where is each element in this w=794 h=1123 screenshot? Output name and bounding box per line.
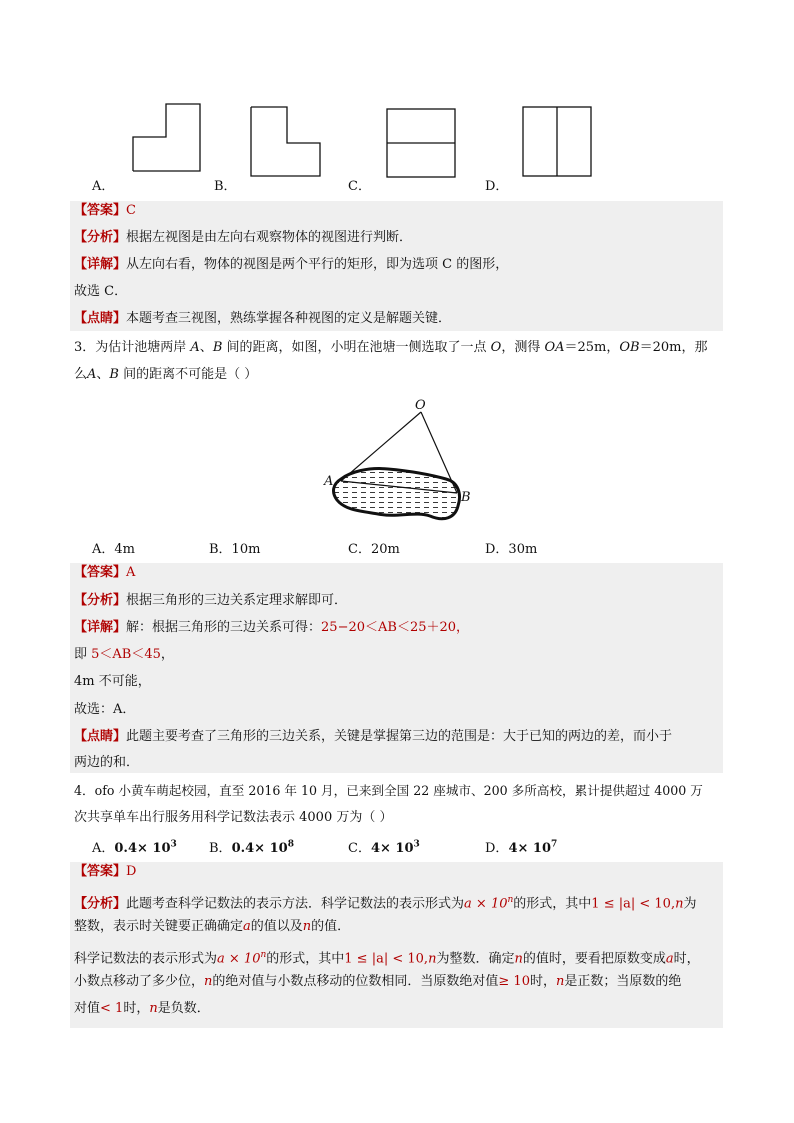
q3-option-c: C．20m — [348, 542, 400, 557]
q2-analysis: 【分析】根据左视图是由左向右观察物体的视图进行判断． — [74, 230, 413, 245]
option-c-label: C． — [348, 179, 371, 194]
option-b-label: B． — [214, 179, 237, 194]
q3-option-b: B．10m — [209, 542, 261, 557]
q4-option-d: D．$4\times 10^7$ — [485, 839, 558, 856]
q3-option-d: D．30m — [485, 542, 538, 557]
q3-point-line2: 两边的和． — [74, 755, 140, 770]
q4-option-a: A．$0.4\times 10^3$ — [92, 839, 177, 856]
q4-analysis-line4: 小数点移动了多少位，n的绝对值与小数点移动的位数相同．当原数绝对值≥ 10时，n是正数；当原数的绝 — [74, 974, 682, 989]
q2-answer: 【答案】C — [74, 203, 136, 218]
q2-detail-conclusion: 故选 C． — [74, 284, 128, 299]
q3-detail: 【详解】解：根据三角形的三边关系可得：25−20＜AB＜25＋20， — [74, 620, 470, 635]
pond-figure — [0, 0, 794, 560]
q4-analysis-line5: 对值< 1时，n是负数． — [74, 1001, 210, 1016]
point-b-label: B — [461, 490, 471, 505]
q4-analysis-line2: 整数，表示时关键要正确确定a的值以及n的值． — [74, 919, 351, 934]
q4-answer: 【答案】D — [74, 864, 137, 879]
q3-option-a: A．4m — [92, 542, 135, 557]
q4-analysis-line3: 科学记数法的表示形式为$a \times 10^n$的形式，其中1 ≤ |a| < 10,n为整数．确定n的值时，要看把原数变成a时， — [74, 950, 700, 967]
q3-detail-line2: 即 5＜AB＜45， — [74, 647, 174, 662]
q3-stem-line1: 3．为估计池塘两岸 A、B 间的距离，如图，小明在池塘一侧选取了一点 O，测得 OA＝25m，OB＝20m，那 — [74, 340, 708, 355]
q2-point: 【点睛】本题考查三视图，熟练掌握各种视图的定义是解题关键． — [74, 311, 452, 326]
q4-option-b: B．$0.4\times 10^8$ — [209, 839, 294, 856]
q4-analysis: 【分析】此题考查科学记数法的表示方法．科学记数法的表示形式为$a \times 10^n$的形式，其中1 ≤ |a| < 10,n为 — [74, 895, 697, 912]
q3-stem-line2: 么A、B 间的距离不可能是（ ） — [74, 367, 258, 382]
q2-detail: 【详解】从左向右看，物体的视图是两个平行的矩形，即为选项 C 的图形， — [74, 257, 509, 272]
q3-detail-line4: 故选：A． — [74, 702, 136, 717]
point-o-label: O — [415, 398, 426, 413]
q3-point: 【点睛】此题主要考查了三角形的三边关系，关键是掌握第三边的范围是：大于已知的两边的差，而小于 — [74, 729, 673, 744]
option-d-label: D． — [485, 179, 509, 194]
option-a-label: A． — [92, 179, 115, 194]
q3-analysis: 【分析】根据三角形的三边关系定理求解即可． — [74, 593, 348, 608]
point-a-label: A — [324, 474, 334, 489]
q4-stem-line2: 次共享单车出行服务用科学记数法表示 4000 万为（ ） — [74, 810, 393, 825]
q4-stem-line1: 4．ofo 小黄车萌起校园，直至 2016 年 10 月，已来到全国 22 座城市、200 多所高校，累计提供超过 4000 万 — [74, 783, 703, 798]
q4-option-c: C．$4\times 10^3$ — [348, 839, 420, 856]
q3-detail-line3: 4m 不可能， — [74, 674, 151, 689]
q3-answer: 【答案】A — [74, 565, 136, 580]
